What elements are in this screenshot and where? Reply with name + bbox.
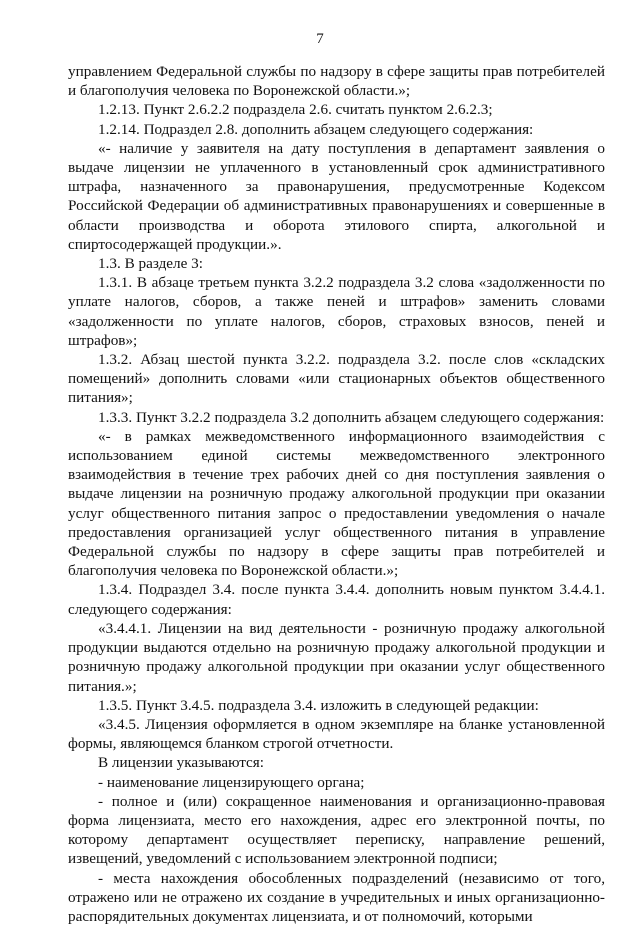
page-number: 7	[316, 31, 324, 47]
paragraph: В лицензии указываются:	[98, 754, 264, 772]
paragraph: «3.4.5. Лицензия оформляется в одном экземпляре на бланке установленной формы, являющемся бланком строгой отчетности.	[68, 715, 605, 753]
paragraph: 1.3.2. Абзац шестой пункта 3.2.2. подраздела 3.2. после слов «складских помещений» дополнить словами «или стационарных объектов общественного питания»;	[68, 351, 605, 407]
paragraph: 1.3.4. Подраздел 3.4. после пункта 3.4.4. дополнить новым пунктом 3.4.4.1. следующего содержания:	[68, 581, 605, 618]
paragraph: «- наличие у заявителя на дату поступления в департамент заявления о выдаче лицензии не уплаченного в установленный срок административного штрафа, назначенного за правонарушения, предусмотренные Кодексом Российской Федерации об административных правонарушениях и совершенные в области производства и оборота этилового спирта, алкогольной и спиртосодержащей продукции.».	[68, 139, 605, 253]
list-item: - наименование лицензирующего органа;	[98, 773, 365, 791]
paragraph: управлением Федеральной службы по надзору в сфере защиты прав потребителей и благополучия человека по Воронежской области.»;	[68, 63, 605, 100]
paragraph: 1.3.5. Пункт 3.4.5. подраздела 3.4. изложить в следующей редакции:	[98, 696, 539, 714]
paragraph: 1.2.13. Пункт 2.6.2.2 подраздела 2.6. считать пунктом 2.6.2.3;	[98, 101, 493, 119]
list-item: - полное и (или) сокращенное наименования и организационно-правовая форма лицензиата, место его нахождения, адрес его электронной почты, по которому департамент осуществляет переписку, направление решений, извещений, уведомлений с использованием электронной подписи;	[68, 792, 605, 868]
paragraph: 1.2.14. Подраздел 2.8. дополнить абзацем следующего содержания:	[98, 120, 534, 138]
paragraph: 1.3. В разделе 3:	[98, 255, 203, 273]
document-body	[68, 62, 605, 926]
paragraph: 1.3.3. Пункт 3.2.2 подраздела 3.2 дополнить абзацем следующего содержания:	[98, 408, 605, 426]
list-item: - места нахождения обособленных подразделений (независимо от того, отражено или не отражено их создание в учредительных и иных организационно-распорядительных документах лицензиата, и от полномочий, которыми	[68, 869, 605, 925]
paragraph: «3.4.4.1. Лицензии на вид деятельности - розничную продажу алкогольной продукции выдаются отдельно на розничную продажу алкогольной продукции и розничную продажу алкогольной продукции при оказании услуг общественного питания.»;	[68, 619, 605, 695]
paragraph: 1.3.1. В абзаце третьем пункта 3.2.2 подраздела 3.2 слова «задолженности по уплате налогов, сборов, а также пеней и штрафов» заменить словами «задолженности по уплате налогов, сборов, страховых взносов, пеней и штрафов»;	[68, 274, 605, 349]
paragraph: «- в рамках межведомственного информационного взаимодействия с использованием единой системы межведомственного электронного взаимодействия в течение трех рабочих дней со дня поступления заявления о выдаче лицензии на розничную продажу алкогольной продукции при оказании услуг общественного питания запрос о предоставлении уведомления о начале предоставления организацией услуг общественного питания в управление Федеральной службы по надзору в сфере защиты прав потребителей и благополучия человека по Воронежской области.»;	[68, 427, 605, 580]
